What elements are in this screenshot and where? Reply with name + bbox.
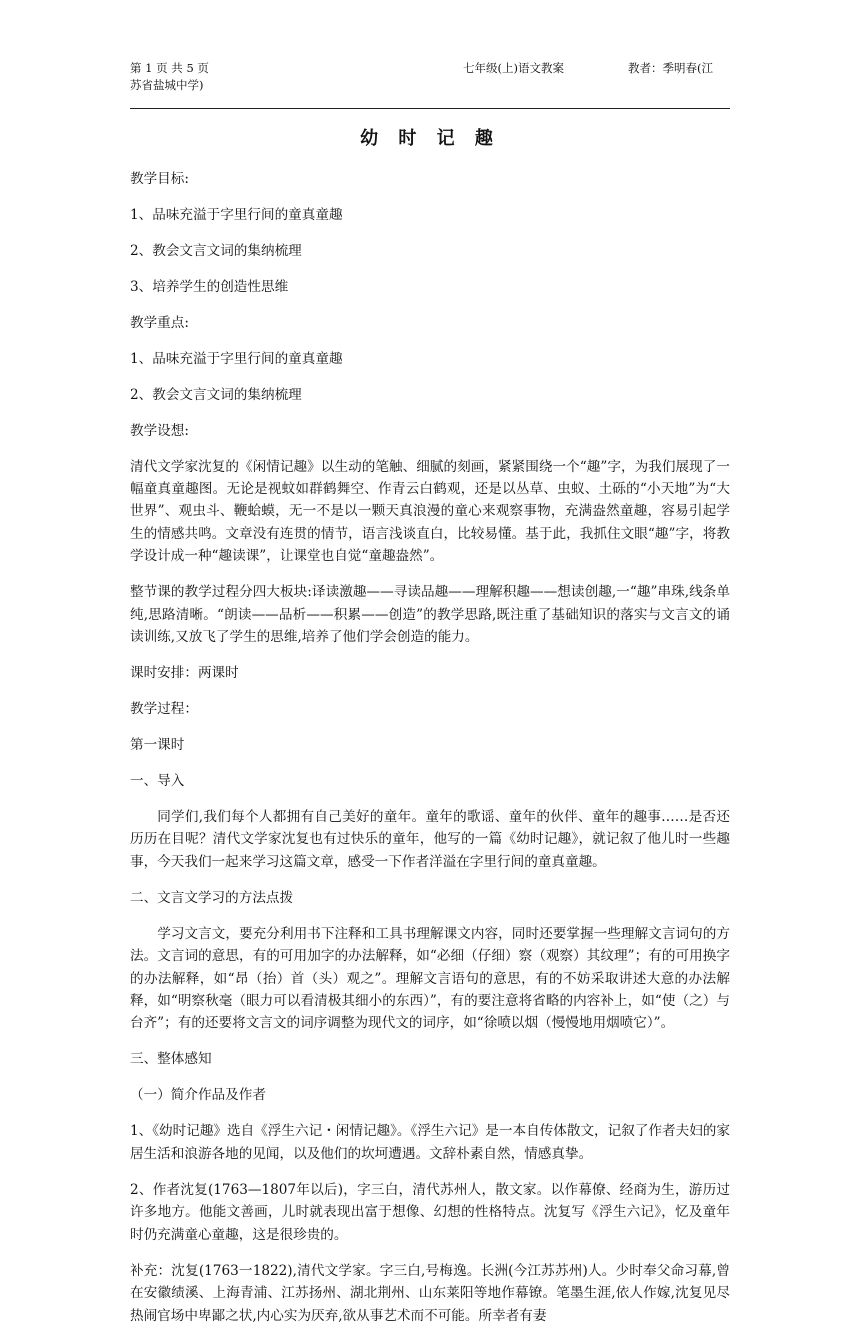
page-info: 第 1 页 共 5 页: [130, 61, 209, 75]
goal-item: 2、教会文言文词的集纳梳理: [130, 242, 302, 259]
heading-lesson-one: 第一课时: [130, 737, 185, 754]
focus-item: 2、教会文言文词的集纳梳理: [130, 386, 302, 403]
heading-process: 教学过程：: [130, 701, 198, 718]
section-heading: 三、整体感知: [130, 1051, 212, 1068]
heading-focus: 教学重点:: [130, 314, 189, 331]
section-heading: 二、文言文学习的方法点拨: [130, 889, 294, 906]
goal-item: 3、培养学生的创造性思维: [130, 278, 289, 295]
document-body: [130, 154, 730, 1341]
school-info: 苏省盐城中学): [130, 78, 204, 92]
header-divider: [130, 108, 730, 109]
goal-item: 1、品味充溢于字里行间的童真童趣: [130, 206, 343, 223]
paragraph: 补充：沈复(1763一1822),清代文学家。字三白,号梅逸。长洲(今江苏苏州)人。少时奉父命习幕,曾在安徽绩溪、上海青浦、江苏扬州、湖北荆州、山东莱阳等地作幕镣。笔墨生涯,依人作嫁,沈复见尽热闹官场中卑鄙之状,内心实为厌弃,欲从事艺术而不可能。所幸者有妻: [130, 1262, 730, 1324]
paragraph: 同学们,我们每个人都拥有自己美好的童年。童年的歌谣、童年的伙伴、童年的趣事……是否还历历在目呢？清代文学家沈复也有过快乐的童年，他写的一篇《幼时记趣》，就记叙了他儿时一些趣事，今天我们一起来学习这篇文章，感受一下作者洋溢在字里行间的童真童趣。: [130, 809, 730, 870]
paragraph: 学习文言文，要充分利用书下注释和工具书理解课文内容，同时还要掌握一些理解文言词句的方法。文言词的意思，有的可用加字的办法解释，如“必细（仔细）察（观察）其纹理”；有的可用换字的办法解释，如“昂（抬）首（头）观之”。理解文言语句的意思，有的不妨采取讲述大意的办法解释，如“明察秋毫（眼力可以看清极其细小的东西）”，有的要注意将省略的内容补上，如“使（之）与台齐”；有的还要将文言文的词序调整为现代文的词序，如“徐喷以烟（慢慢地用烟喷它）”。: [130, 925, 730, 1032]
section-heading: 一、导入: [130, 773, 185, 790]
paragraph: 2、作者沈复(1763—1807年以后)，字三白，清代苏州人，散文家。以作幕僚、经商为生，游历过许多地方。他能文善画，儿时就表现出富于想像、幻想的性格特点。沈复写《浮生六记》，忆及童年时仍充满童心童趣，这是很珍贵的。: [130, 1181, 730, 1243]
focus-item: 1、品味充溢于字里行间的童真童趣: [130, 350, 343, 367]
page-header: [130, 60, 730, 94]
document-page: [130, 60, 730, 94]
paragraph: 整节课的教学过程分四大板块:译读激趣——寻读品趣——理解积趣——想读创趣,一“趣”串珠,线条单纯,思路清晰。“朗读——品析——积累——创造”的教学思路,既注重了基础知识的落实与文言文的诵读训练,又放飞了学生的思维,培养了他们学会创造的能力。: [130, 584, 730, 646]
heading-design: 教学设想:: [130, 422, 189, 439]
heading-goals: 教学目标:: [130, 170, 189, 187]
paragraph: 1、《幼时记趣》选自《浮生六记・闲情记趣》。《浮生六记》是一本自传体散文，记叙了作者夫妇的家居生活和浪游各地的见闻，以及他们的坎坷遭遇。文辞朴素自然，情感真挚。: [130, 1123, 730, 1162]
paragraph: 清代文学家沈复的《闲情记趣》以生动的笔触、细腻的刻画，紧紧围绕一个“趣”字，为我们展现了一幅童真童趣图。无论是视蚊如群鹤舞空、作青云白鹤观，还是以丛草、虫蚁、土砾的“小天地”为“大世界”、观虫斗、鞭蛤蟆，无一不是以一颗天真浪漫的童心来观察事物，充满盎然童趣，容易引起学生的情感共鸣。文章没有连贯的情节，语言浅谈直白，比较易懂。基于此，我抓住文眼“趣”字，将教学设计成一种“趣读课”，让课堂也自觉“童趣盎然”。: [130, 458, 730, 565]
teacher-info: 教者：季明春(江: [628, 61, 713, 75]
document-title: 幼 时 记 趣: [360, 128, 500, 149]
subsection-heading: （一）简介作品及作者: [130, 1087, 266, 1104]
course-name: 七年级(上)语文教案: [463, 61, 564, 75]
schedule: 课时安排：两课时: [130, 665, 239, 682]
